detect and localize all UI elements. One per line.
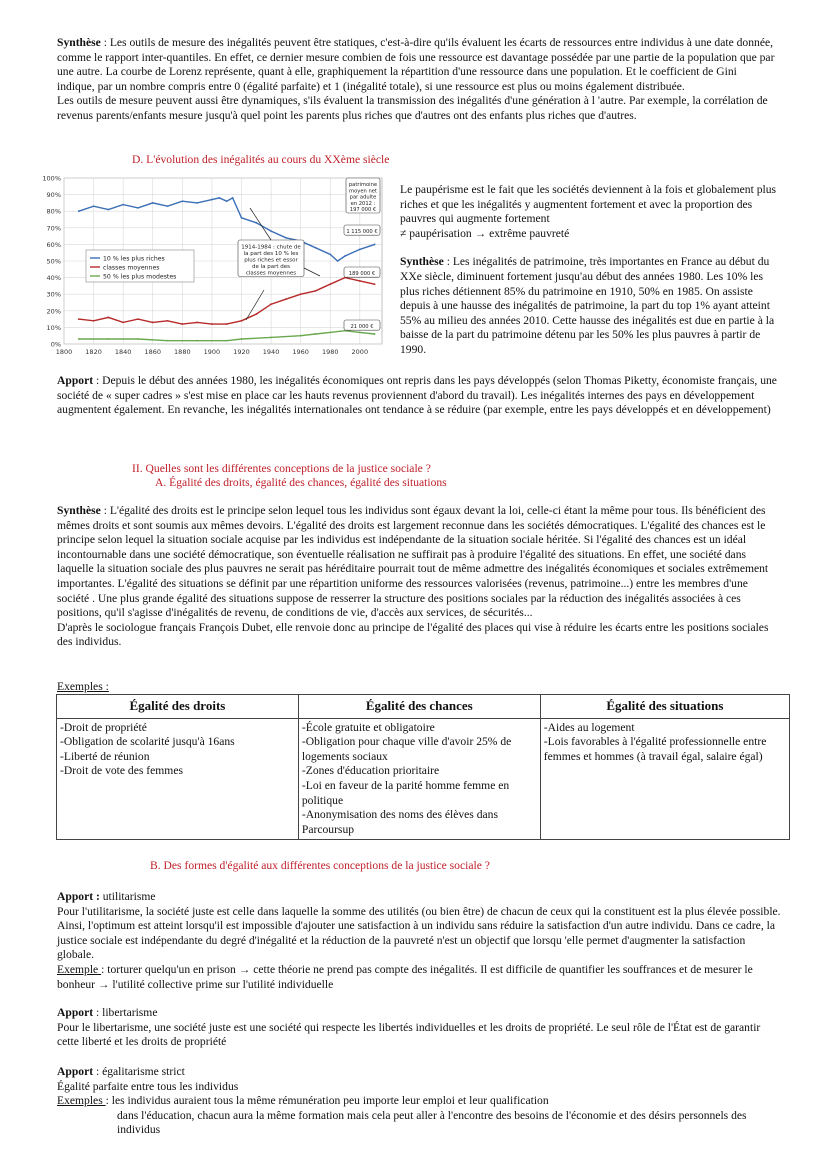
series-point [255, 313, 257, 315]
series-point [270, 336, 272, 338]
series-point [152, 322, 154, 324]
list-item: -Droit de vote des femmes [60, 764, 183, 778]
series-point [255, 222, 257, 224]
dubet-paragraph: D'après le sociologue français François Dubet, elle renvoie donc au principe de l'égalité des places qui vise à réduire les écarts entre les positions sociales des individus. [57, 620, 769, 649]
annotation-center-line: 1914-1984 : chute de [241, 244, 301, 251]
pauperisme-line2: ≠ paupérisation → extrême pauvreté [400, 226, 570, 240]
annotation-value-low-line: 21 000 € [350, 324, 374, 331]
table-cell-situations [540, 718, 789, 840]
section-2-title: II. Quelles sont les différentes conceptions de la justice sociale ? [132, 462, 431, 475]
series-point [211, 199, 213, 201]
series-point [300, 335, 302, 337]
list-item: -Obligation pour chaque ville d'avoir 25% de logements sociaux [301, 735, 512, 763]
series-point [196, 340, 198, 342]
utilitarisme-block: Apport : utilitarisme Pour l'utilitarisme, la société juste est celle dans laquelle la somme des utilités (ou bien être) de chacun de ceux qui la constituent est la plus élevée possible. Ainsi, l'optimum est atteint lorsqu'il est impossible d'ajouter une satisfaction à un individu sans réduire la satisfaction d'un autre individu. Dans ce cadre, la justice sociale est indépendante du degré d'inégalité et la réduction de la pauvreté n'est un objectif que lorsqu 'elle permet d'augmenter la satisfaction globale. Exemple : torturer quelqu'un en prison → cette théorie ne prend pas compte des inégalités. Il est difficile de quantifier les souffrances et de mesurer le bonheur → l'utilité collective prime sur l'utilité individuelle [57, 890, 781, 991]
y-tick-label: 90% [46, 191, 61, 200]
list-item: -Loi en faveur de la parité homme femme en politique [301, 778, 510, 807]
series-point [211, 323, 213, 325]
table-header-chances: Égalité des chances [298, 695, 540, 719]
y-tick-label: 30% [46, 290, 61, 299]
intro-paragraph-1: Synthèse : Les outils de mesure des inégalités peuvent être statiques, c'est-à-dire qu'ils évaluent les écarts de ressources entre individus à une date donnée, comme le rapport inter-quantiles. En effet, ce dernier mesure combien de fois une ressource est davantage possédée par une partie de la population que par une autre. La courbe de Lorenz représente, quant à elle, graphiquement la répartition d'une ressource dans une population. Et le coefficient de Gini indique, par un nombre compris entre 0 (égalité parfaite) et 1 (inégalité totale), si une ressource est plus ou moins également distribuée. [57, 36, 775, 93]
table-header-droits: Égalité des droits [57, 695, 299, 719]
series-point [137, 338, 139, 340]
section-d-title: D. L'évolution des inégalités au cours du XXème siècle [132, 153, 390, 166]
y-tick-label: 20% [46, 307, 61, 316]
annotation-top-line: en 2012 : [350, 200, 376, 207]
y-tick-label: 70% [46, 224, 61, 233]
series-point [167, 340, 169, 342]
annotation-center-line: plus riches et essor [244, 257, 298, 264]
series-point [78, 338, 80, 340]
y-tick-label: 50% [46, 257, 61, 266]
series-point [196, 322, 198, 324]
x-tick-label: 1940 [262, 348, 280, 356]
x-tick-label: 1880 [174, 348, 191, 356]
libertarisme-block: Apport : libertarisme Pour le libertarisme, une société juste est une société qui respecte les libertés individuelles et les droits de propriété. Le seul rôle de l'État est de garantir cette liberté et les droits de propriété [57, 1006, 761, 1049]
series-point [218, 197, 220, 199]
section-2a-title: A. Égalité des droits, égalité des chances, égalité des situations [155, 476, 447, 489]
annotation-center-line: classes moyennes [245, 270, 297, 277]
series-point [78, 210, 80, 212]
series-point [167, 205, 169, 207]
y-tick-label: 80% [46, 207, 61, 216]
series-point [344, 255, 346, 257]
series-point [232, 197, 234, 199]
series-point [337, 260, 339, 262]
y-tick-label: 10% [46, 323, 61, 332]
annotation-value-mid-line: 189 000 € [348, 271, 376, 278]
series-point [226, 340, 228, 342]
legend-label: 50 % les plus modestes [103, 273, 177, 281]
annotation-center-line: de la part des [251, 264, 291, 270]
annotation-top-line: moyen net [349, 188, 377, 195]
list-item: -Liberté de réunion [60, 749, 150, 763]
examples-label: Exemples : [57, 680, 109, 693]
y-tick-label: 40% [46, 274, 61, 283]
x-tick-label: 1960 [292, 348, 309, 356]
series-point [374, 244, 376, 246]
annotation-top-line: par adulte [349, 194, 377, 201]
table-cell-droits [57, 718, 299, 840]
annotation-center-line: la part des 10 % les [243, 251, 299, 257]
x-tick-label: 1920 [233, 348, 250, 356]
synthese-2: Synthèse : L'égalité des droits est le principe selon lequel tous les individus sont égaux devant la loi, celle-ci étant la même pour tous. Ils bénéficient des mêmes droits et sont soumis aux mêmes devoirs. L'égalité des droits est largement reconnue dans les sociétés démocratiques. L'égalité des chances est le principe selon lequel la situation sociale acquise par les individus est indépendante de la situation sociale héritée. Si l'égalité des chances est un idéal incontournable dans une société démocratique, son éventuelle réalisation ne suffirait pas à produire l'égalité des situations. En effet, une société dans laquelle la situation sociale des plus pauvres ne serait pas héréditaire pourrait tout de même admettre des inégalités économiques et sociales extrêmement importantes. L'égalité des situations se définit par une répartition uniforme des ressources valorisées (revenus, patrimoine...) entre les membres d'une société . Une plus grande égalité des situations suppose de resserrer la structure des positions sociales par la réduction des inégalités associées à ces positions, qu'il s'agisse d'inégalités de revenu, de conditions de vie, d'accès aux services, de sécurités... D'après le sociologue français François Dubet, elle renvoie donc au principe de l'égalité des places qui vise à réduire les écarts entre les positions sociales des individus. [57, 504, 781, 650]
series-point [122, 322, 124, 324]
inequality-chart [36, 172, 388, 362]
series-point [270, 303, 272, 305]
y-tick-label: 100% [42, 174, 61, 183]
series-point [315, 247, 317, 249]
series-point [181, 200, 183, 202]
series-point [359, 280, 361, 282]
series-point [241, 217, 243, 219]
list-item: -École gratuite et obligatoire [301, 720, 435, 734]
series-point [315, 333, 317, 335]
x-tick-label: 1860 [144, 348, 162, 356]
series-point [137, 318, 139, 320]
list-item: -Aides au logement [543, 720, 635, 734]
list-item: -Anonymisation des noms des élèves dans Parcoursup [301, 808, 498, 836]
x-tick-label: 1900 [203, 348, 221, 356]
series-point [196, 202, 198, 204]
list-item: -Zones d'éducation prioritaire [301, 764, 440, 778]
series-point [152, 202, 154, 204]
series-point [329, 253, 331, 255]
series-point [181, 323, 183, 325]
series-point [285, 298, 287, 300]
x-tick-label: 1800 [55, 348, 73, 356]
series-point [107, 209, 109, 211]
series-point [226, 200, 228, 202]
series-point [374, 333, 376, 335]
series-point [226, 323, 228, 325]
series-point [137, 207, 139, 209]
annotation-top-line: 197 000 € [349, 207, 377, 213]
series-point [315, 290, 317, 292]
series-point [167, 320, 169, 322]
inequality-chart-svg [36, 172, 388, 362]
x-tick-label: 2000 [351, 348, 369, 356]
series-point [107, 338, 109, 340]
list-item: -Droit de propriété [60, 720, 147, 734]
egalitarisme-block: Apport : égalitarisme strict Égalité parfaite entre tous les individus Exemples : les individus auraient tous la même rémunération peu importe leur emploi et leur qualification dans l'éducation, chacun aura la même formation mais cela peut aller à l'encontre des besoins de l'économie et des désirs personnels des individus [57, 1065, 747, 1137]
table-header-situations: Égalité des situations [540, 695, 789, 719]
list-item: -Lois favorables à l'égalité professionnelle entre femmes et hommes (à travail égal, salaire égal) [543, 735, 767, 763]
table-cell-chances [298, 718, 540, 840]
series-point [329, 331, 331, 333]
x-tick-label: 1820 [85, 348, 102, 356]
series-point [359, 331, 361, 333]
annotation-value-top-line: 1 115 000 € [346, 229, 378, 236]
series-point [270, 230, 272, 232]
x-tick-label: 1980 [321, 348, 339, 356]
pauperisme-text: Le paupérisme est le fait que les sociétés deviennent à la fois et globalement plus riches et que les inégalités y augmentent fortement et avec la proportion des pauvres qui augmente fortement [400, 183, 777, 226]
side-synthese: Synthèse : Les inégalités de patrimoine, très importantes en France au début du XXe siècle, diminuent fortement jusqu'au début des années 1980. Les 10% les plus riches détiennent 85% du patrimoine en 1910, 50% en 1985. On assiste depuis à une hausse des inégalités de patrimoine, la part du top 1% ayant atteint 55% au milieu des années 2010. Cette hausse des inégalités est due en partie à la baisse de la part du patrimoine détenu par les 50% les plus pauvres à partir de 1990. [400, 255, 775, 356]
series-point [78, 318, 80, 320]
synthese-label: Synthèse [57, 36, 101, 49]
series-point [374, 283, 376, 285]
intro-paragraph-2: Les outils de mesure peuvent aussi être dynamiques, s'ils évaluent la transmission des inégalités d'une génération à l 'autre. Par exemple, la corrélation de revenus parents/enfants mesure jusqu'à quel point les parents plus riches que d'autres ont des enfants plus riches que d'autres. [57, 94, 768, 122]
intro-section [57, 36, 777, 124]
series-point [329, 283, 331, 285]
apport-1: Apport : Depuis le début des années 1980, les inégalités économiques ont repris dans les pays développés (selon Thomas Piketty, économiste français, une société de « super cadres » s'est mise en place car les hauts revenus proviennent d'abord du travail). Les inégalités internes des pays en développement augmentent également. En revanche, les inégalités internationales ont tendance à se réduire (par exemple, entre les pays développés et en développement) [57, 374, 777, 417]
section-b-title: B. Des formes d'égalité aux différentes conceptions de la justice sociale ? [150, 859, 490, 872]
series-point [300, 293, 302, 295]
series-point [93, 205, 95, 207]
series-point [241, 338, 243, 340]
series-point [359, 248, 361, 250]
series-point [285, 237, 287, 239]
annotation-top-line: patrimoine [348, 182, 378, 189]
legend-label: classes moyennes [103, 264, 160, 272]
series-point [107, 317, 109, 319]
side-text [400, 183, 784, 358]
y-tick-label: 0% [50, 340, 61, 349]
equality-table [56, 694, 790, 840]
series-point [241, 320, 243, 322]
series-point [93, 320, 95, 322]
x-tick-label: 1840 [114, 348, 132, 356]
y-tick-label: 60% [46, 240, 61, 249]
legend-label: 10 % les plus riches [103, 255, 165, 263]
list-item: -Obligation de scolarité jusqu'à 16ans [60, 735, 235, 749]
series-point [122, 204, 124, 206]
